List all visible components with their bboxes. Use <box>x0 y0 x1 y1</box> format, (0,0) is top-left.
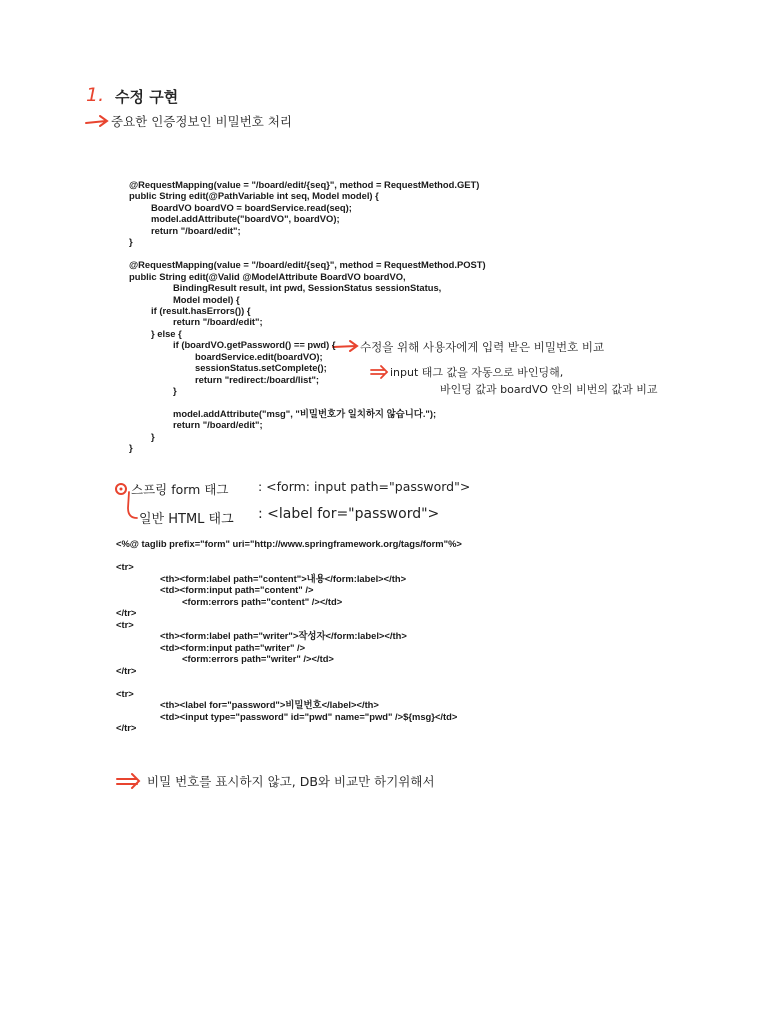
code-line: <th><form:label path="writer">작성자</form:label></th> <box>160 630 407 641</box>
code-line: } else { <box>151 327 182 339</box>
code-line: <td><form:input path="content" /> <box>160 584 314 595</box>
code-line: if (result.hasErrors()) { <box>151 304 251 316</box>
code-line: model.addAttribute("msg", "비밀번호가 일치하지 않습니다."); <box>173 408 437 419</box>
annotation-compare: 수정을 위해 사용자에게 입력 받은 비밀번호 비교 <box>360 340 605 354</box>
code-line: <tr> <box>116 687 134 699</box>
code-line: <%@ taglib prefix="form" uri="http://www.springframework.org/tags/form"%> <box>116 538 462 549</box>
code-line: if (boardVO.getPassword() == pwd) { <box>173 339 336 351</box>
code-line: } <box>129 442 133 454</box>
code-line: @RequestMapping(value = "/board/edit/{seq}", method = RequestMethod.GET) <box>129 179 480 190</box>
code-line: </tr> <box>116 664 137 676</box>
heading-number: 1. <box>86 84 105 106</box>
double-arrow-icon <box>117 774 139 788</box>
java-controller-code <box>129 179 569 459</box>
code-line: Model model) { <box>173 293 240 305</box>
code-line: <td><form:input path="writer" /> <box>160 641 306 653</box>
jsp-form-code <box>116 538 556 738</box>
code-line: } <box>173 385 177 397</box>
code-line: <td><input type="password" id="pwd" name="pwd" />${msg}</td> <box>160 710 458 722</box>
code-line: public String edit(@Valid @ModelAttribute BoardVO boardVO, <box>129 270 406 282</box>
html-tag-label: 일반 HTML 태그 <box>139 512 234 527</box>
html-tag-code: : <label for="password"> <box>258 506 440 522</box>
code-line: <th><label for="password">비밀번호</label></th> <box>160 699 379 710</box>
code-line: BindingResult result, int pwd, SessionStatus sessionStatus, <box>173 282 442 294</box>
code-line: return "redirect:/board/list"; <box>195 373 320 385</box>
code-line: } <box>151 430 155 442</box>
code-line: return "/board/edit"; <box>173 316 263 328</box>
code-line: BoardVO boardVO = boardService.read(seq); <box>151 201 352 213</box>
code-line: @RequestMapping(value = "/board/edit/{seq}", method = RequestMethod.POST) <box>129 259 486 271</box>
heading-text: 수정 구현 <box>115 88 179 106</box>
code-line: boardService.edit(boardVO); <box>195 350 323 362</box>
spring-form-label: 스프링 form 태그 <box>131 482 229 497</box>
spring-form-code: : <form: input path="password"> <box>258 479 471 494</box>
code-line: <tr> <box>116 561 134 572</box>
code-line: sessionStatus.setComplete(); <box>195 362 327 374</box>
annotation-bind-compare: 바인딩 값과 boardVO 안의 비번의 값과 비교 <box>440 383 658 396</box>
code-line: <th><form:label path="content">내용</form:label></th> <box>160 572 407 584</box>
code-line: return "/board/edit"; <box>173 419 263 431</box>
code-line: <tr> <box>116 618 134 630</box>
code-line: return "/board/edit"; <box>151 224 241 236</box>
code-line: </tr> <box>116 722 137 733</box>
annotation-input-tag: input 태그 값을 자동으로 바인딩해, <box>390 366 564 379</box>
code-line: <form:errors path="writer" /></td> <box>182 653 334 664</box>
subheading: 중요한 인증정보인 비밀번호 처리 <box>111 114 292 129</box>
footer-note: 비밀 번호를 표시하지 않고, DB와 비교만 하기위해서 <box>147 774 435 789</box>
code-line: </tr> <box>116 607 137 618</box>
arrow-icon <box>86 116 107 126</box>
code-line: } <box>129 236 133 248</box>
code-line: public String edit(@PathVariable int seq, Model model) { <box>129 190 379 202</box>
code-line: <form:errors path="content" /></td> <box>182 595 343 607</box>
code-line: model.addAttribute("boardVO", boardVO); <box>151 213 340 225</box>
